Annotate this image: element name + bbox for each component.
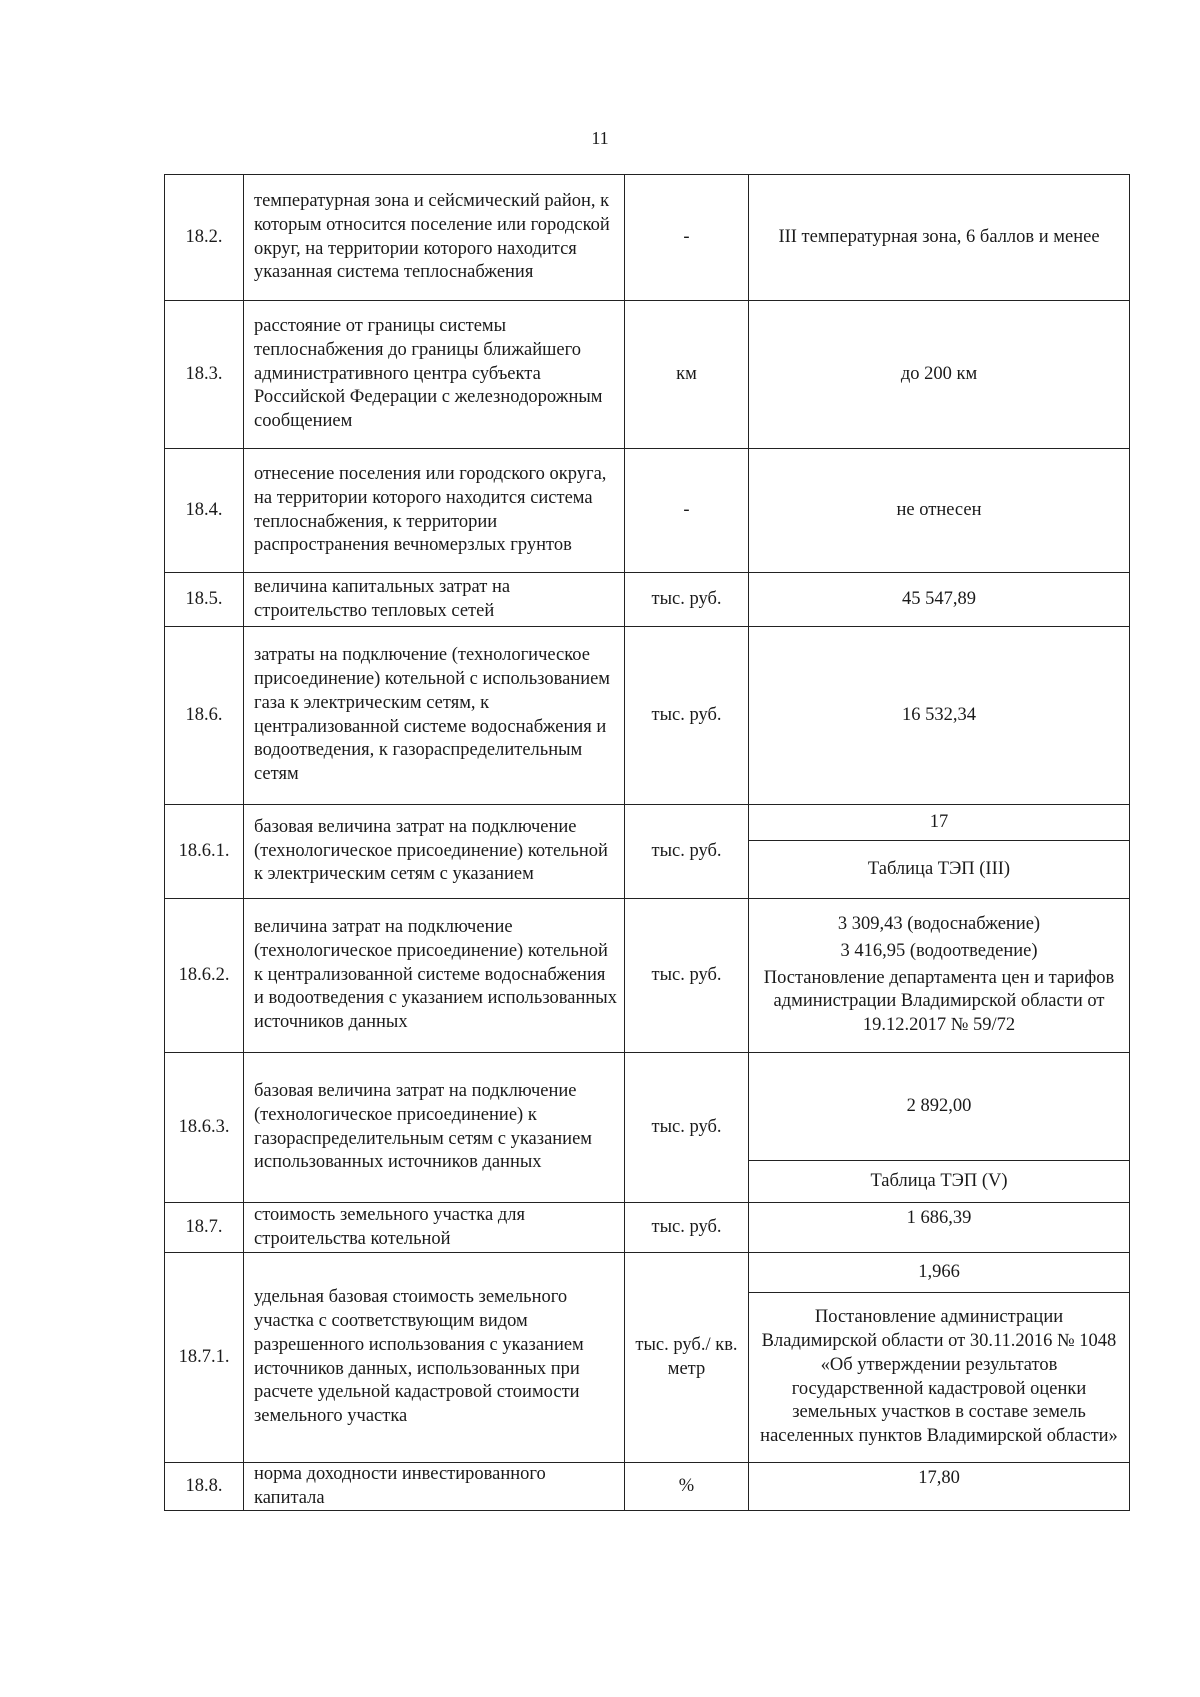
row-description: базовая величина затрат на подключение (технологическое присоединение) к газораспределительным сетям с указанием использованных источников данных: [244, 1053, 625, 1203]
row-value: до 200 км: [749, 301, 1130, 449]
row-description: стоимость земельного участка для строительства котельной: [244, 1203, 625, 1253]
row-description: величина капитальных затрат на строительство тепловых сетей: [244, 573, 625, 627]
row-number: 18.6.1.: [165, 805, 244, 899]
row-number: 18.6.3.: [165, 1053, 244, 1203]
row-number: 18.6.: [165, 627, 244, 805]
row-unit: тыс. руб./ кв. метр: [625, 1253, 749, 1463]
row-description: норма доходности инвестированного капитала: [244, 1463, 625, 1511]
table-row: [165, 449, 1130, 573]
row-unit: тыс. руб.: [625, 1053, 749, 1203]
row-number: 18.7.1.: [165, 1253, 244, 1463]
row-unit: тыс. руб.: [625, 805, 749, 899]
row-value: III температурная зона, 6 баллов и менее: [749, 175, 1130, 301]
row-number: 18.6.2.: [165, 899, 244, 1053]
row-value: [749, 899, 1130, 1053]
row-number: 18.4.: [165, 449, 244, 573]
table-row: [165, 175, 1130, 301]
row-description: затраты на подключение (технологическое присоединение) котельной с использованием газа к электрическим сетям, к централизованной системе водоснабжения и водоотведения, к газораспределительным сетям: [244, 627, 625, 805]
table-row: [165, 1463, 1130, 1511]
row-number: 18.3.: [165, 301, 244, 449]
row-value: 1 686,39: [749, 1203, 1130, 1253]
row-unit: тыс. руб.: [625, 627, 749, 805]
row-unit: тыс. руб.: [625, 1203, 749, 1253]
row-value: 17,80: [749, 1463, 1130, 1511]
row-number: 18.2.: [165, 175, 244, 301]
table-row: [165, 1053, 1130, 1161]
table-row: [165, 627, 1130, 805]
row-unit: %: [625, 1463, 749, 1511]
row-value: 16 532,34: [749, 627, 1130, 805]
table-row: [165, 805, 1130, 841]
row-unit: тыс. руб.: [625, 899, 749, 1053]
value-source: Постановление департамента цен и тарифов администрации Владимирской области от 19.12.2017 № 59/72: [763, 967, 1115, 1035]
row-description: удельная базовая стоимость земельного участка с соответствующим видом разрешенного использования с указанием источников данных, использованных при расчете удельной кадастровой стоимости земельного участка: [244, 1253, 625, 1463]
row-number: 18.5.: [165, 573, 244, 627]
row-description: расстояние от границы системы теплоснабжения до границы ближайшего административного центра субъекта Российской Федерации с железнодорожным сообщением: [244, 301, 625, 449]
row-number: 18.7.: [165, 1203, 244, 1253]
row-source: Таблица ТЭП (III): [749, 841, 1130, 899]
row-value: не отнесен: [749, 449, 1130, 573]
row-description: температурная зона и сейсмический район, к которым относится поселение или городской округ, на территории которого находится указанная система теплоснабжения: [244, 175, 625, 301]
page-number: 11: [591, 128, 609, 148]
row-value: 45 547,89: [749, 573, 1130, 627]
table-row: [165, 573, 1130, 627]
row-unit: -: [625, 175, 749, 301]
row-unit: -: [625, 449, 749, 573]
value-line: 3 309,43 (водоснабжение): [837, 914, 1041, 935]
row-unit: тыс. руб.: [625, 573, 749, 627]
row-source: Таблица ТЭП (V): [749, 1161, 1130, 1203]
row-number: 18.8.: [165, 1463, 244, 1511]
row-source: Постановление администрации Владимирской области от 30.11.2016 № 1048 «Об утверждении результатов государственной кадастровой оценки земельных участков в составе земель населенных пунктов Владимирской области»: [749, 1293, 1130, 1463]
tep-table: [164, 174, 1130, 1511]
row-description: отнесение поселения или городского округа, на территории которого находится система теплоснабжения, к территории распространения вечномерзлых грунтов: [244, 449, 625, 573]
row-description: величина затрат на подключение (технологическое присоединение) котельной к централизованной системе водоснабжения и водоотведения с указанием использованных источников данных: [244, 899, 625, 1053]
table-row: [165, 1203, 1130, 1253]
row-description: базовая величина затрат на подключение (технологическое присоединение) котельной к электрическим сетям с указанием: [244, 805, 625, 899]
row-value: 17: [749, 805, 1130, 841]
table-row: [165, 301, 1130, 449]
table-row: [165, 899, 1130, 1053]
row-unit: км: [625, 301, 749, 449]
row-value: 1,966: [749, 1253, 1130, 1293]
row-value: 2 892,00: [749, 1053, 1130, 1161]
value-line: 3 416,95 (водоотведение): [840, 940, 1038, 961]
table-row: [165, 1253, 1130, 1293]
